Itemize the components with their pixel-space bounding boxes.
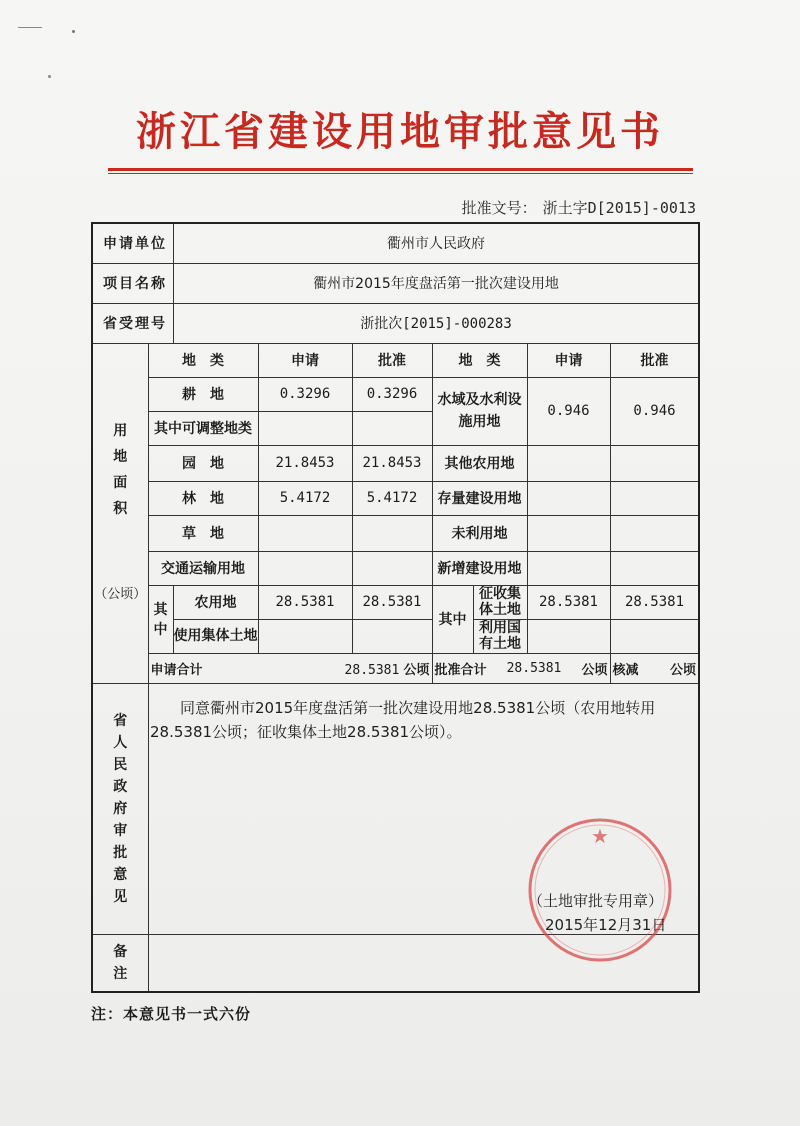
col-apply-right: 申请 [527,343,610,377]
sub-apply-value [258,619,352,653]
area-header-row [92,343,699,377]
land-approve-value [610,515,699,551]
land-apply-value [527,551,610,585]
seal-date: 2015年12月31日 [545,916,667,934]
apply-total-label: 申请合计 [150,662,203,678]
apply-total-value: 28.5381 [344,662,400,678]
scan-speck [48,75,51,78]
approval-number [462,197,696,218]
land-row [92,377,699,411]
land-apply-value [258,411,352,445]
land-approve-value [352,551,432,585]
opinion-text [150,696,695,744]
approve-total [432,653,610,683]
sub-row [92,619,699,653]
reduce-total [610,653,699,683]
apply-total [148,653,432,683]
footer-note: 注：本意见书一式六份 [91,1005,252,1023]
sub-approve-value [610,619,699,653]
approval-number-value: 浙土字D[2015]-0013 [542,199,696,217]
land-type-name: 林 地 [148,481,258,515]
opinion-text-content: 同意衢州市2015年度盘活第一批次建设用地28.5381公顷（农用地转用28.5381公顷；征收集体土地28.5381公顷）。 [150,699,656,741]
sub-type-name: 利用国有土地 [473,619,527,653]
of-which-right: 其中 [432,585,473,653]
document-title: 浙江省建设用地审批意见书 [136,108,664,155]
col-approve-right: 批准 [610,343,699,377]
land-row [92,445,699,481]
approve-total-label: 批准合计 [434,662,487,678]
land-row [92,481,699,515]
approve-total-unit: 公顷 [581,662,608,678]
file-no-label: 省受理号 [92,303,173,343]
sub-approve-value: 28.5381 [610,585,699,619]
file-no-row [92,303,699,343]
sub-type-name: 农用地 [173,585,258,619]
sub-row [92,585,699,619]
land-type-name: 未利用地 [432,515,527,551]
land-approve-value [610,445,699,481]
land-type-name: 耕 地 [148,377,258,411]
sub-apply-value: 28.5381 [527,585,610,619]
land-type-name: 草 地 [148,515,258,551]
title-underline [108,168,693,171]
col-land-type-right: 地 类 [432,343,527,377]
totals-row [92,653,699,683]
project-label: 项目名称 [92,263,173,303]
land-row [92,515,699,551]
land-approve-value: 5.4172 [352,481,432,515]
land-apply-value: 21.8453 [258,445,352,481]
opinion-section-label: 省 人 民 政 府 审 批 意 见 [92,683,148,934]
sub-apply-value [527,619,610,653]
of-which-left: 其中 [148,585,173,653]
approve-total-value: 28.5381 [506,660,562,676]
reduce-total-unit: 公顷 [669,662,696,678]
sub-type-name: 征收集体土地 [473,585,527,619]
land-apply-value: 0.946 [527,377,610,445]
land-type-name: 水域及水利设施用地 [432,377,527,445]
seal-caption: （土地审批专用章） [528,892,664,910]
land-type-name: 新增建设用地 [432,551,527,585]
land-approve-value [352,515,432,551]
land-apply-value: 0.3296 [258,377,352,411]
land-approve-value [352,411,432,445]
land-apply-value [258,551,352,585]
applicant-label: 申请单位 [92,223,173,263]
land-type-name: 交通运输用地 [148,551,258,585]
reduce-total-label: 核减 [612,662,639,678]
area-unit-label: （公顷） [94,587,147,602]
land-approve-value: 0.3296 [352,377,432,411]
applicant-row [92,223,699,263]
land-approve-value: 0.946 [610,377,699,445]
land-apply-value: 5.4172 [258,481,352,515]
scan-speck [72,30,75,33]
land-type-name: 园 地 [148,445,258,481]
land-apply-value [527,515,610,551]
scan-speck [18,27,42,28]
svg-text:★: ★ [591,824,609,848]
land-approve-value [610,481,699,515]
applicant-value: 衢州市人民政府 [173,223,699,263]
land-type-name: 其中可调整地类 [148,411,258,445]
file-no-value: 浙批次[2015]-000283 [173,303,699,343]
project-row [92,263,699,303]
sub-type-name: 使用集体土地 [173,619,258,653]
land-apply-value [527,481,610,515]
project-value: 衢州市2015年度盘活第一批次建设用地 [173,263,699,303]
remarks-section-label: 备 注 [92,934,148,992]
col-land-type-left: 地 类 [148,343,258,377]
sub-approve-value [352,619,432,653]
sub-approve-value: 28.5381 [352,585,432,619]
land-apply-value [258,515,352,551]
land-apply-value [527,445,610,481]
land-type-name: 存量建设用地 [432,481,527,515]
land-approve-value: 21.8453 [352,445,432,481]
col-approve-left: 批准 [352,343,432,377]
col-apply-left: 申请 [258,343,352,377]
approval-number-label: 批准文号： [461,199,537,217]
area-section-label: 用 地 面 积 （公顷） [92,343,148,683]
apply-total-unit: 公顷 [403,662,430,678]
land-approve-value [610,551,699,585]
land-row [92,551,699,585]
land-type-name: 其他农用地 [432,445,527,481]
sub-apply-value: 28.5381 [258,585,352,619]
title-underline-thin [108,173,693,174]
